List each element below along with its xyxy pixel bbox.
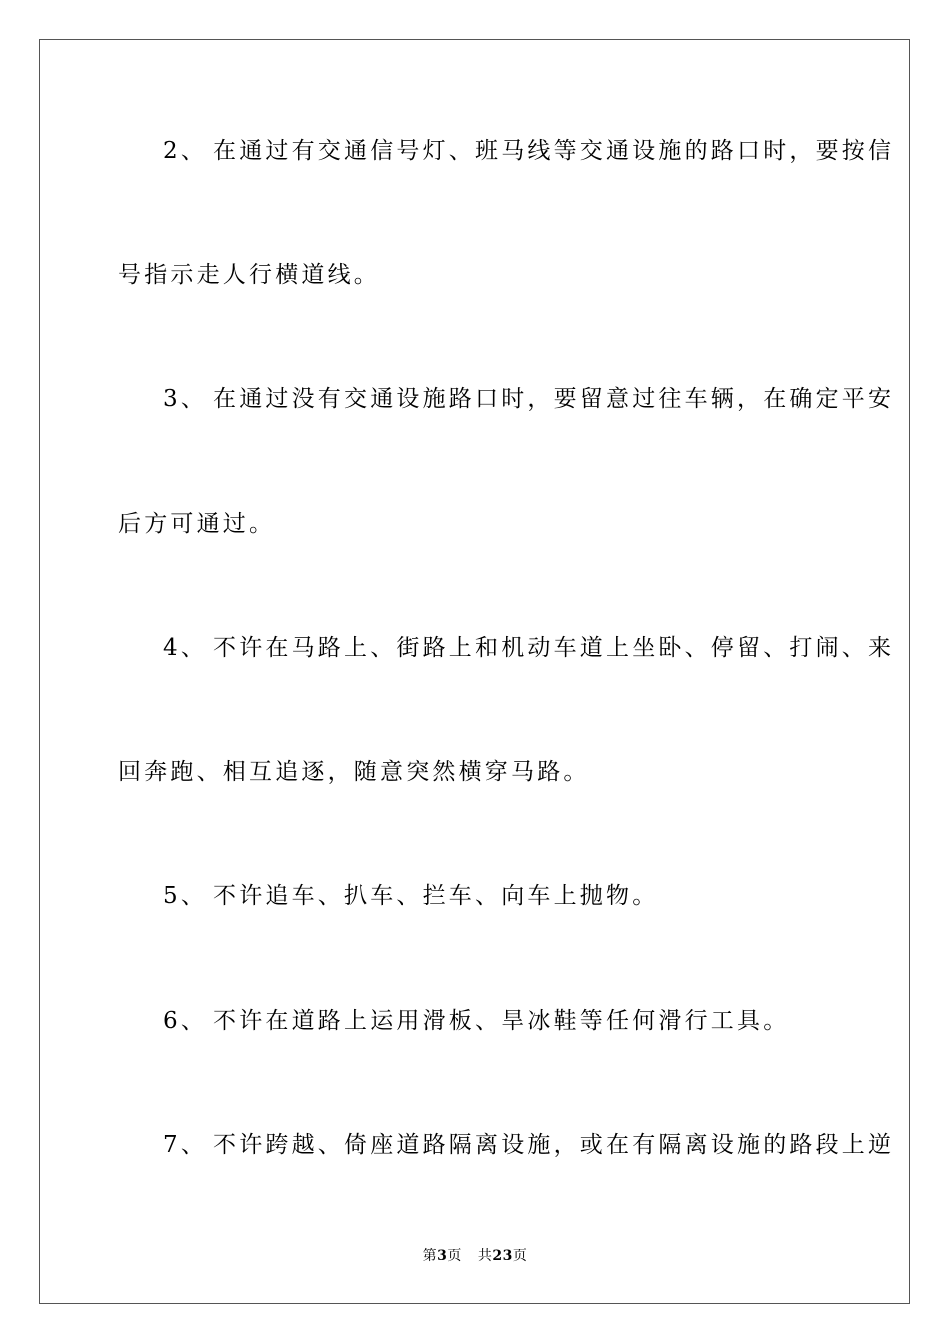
- paragraph-5-text: 不许追车、扒车、拦车、向车上抛物。: [213, 883, 659, 909]
- paragraph-7-number: 7、: [163, 1132, 208, 1158]
- footer-total-suffix: 页: [512, 1248, 528, 1264]
- footer-total-pages: 23: [492, 1248, 513, 1264]
- paragraph-7-line-1: [163, 1130, 895, 1160]
- footer-total-prefix: 共: [477, 1248, 493, 1264]
- paragraph-2-text: 在通过有交通信号灯、班马线等交通设施的路口时，要按信: [213, 138, 895, 164]
- paragraph-4-line-2: 回奔跑、相互追逐，随意突然横穿马路。: [118, 759, 590, 785]
- paragraph-6-number: 6、: [163, 1008, 208, 1034]
- paragraph-2-line-2: 号指示走人行横道线。: [118, 262, 380, 288]
- footer-page-suffix: 页: [447, 1248, 462, 1264]
- page-border: [39, 39, 910, 1304]
- paragraph-3-number: 3、: [163, 386, 208, 412]
- footer-page-number: 3: [437, 1248, 448, 1264]
- paragraph-4-number: 4、: [163, 635, 208, 661]
- paragraph-5-number: 5、: [163, 883, 208, 909]
- paragraph-4-line-1: [163, 633, 895, 663]
- page-footer: [0, 1246, 950, 1266]
- paragraph-7-text: 不许跨越、倚座道路隔离设施，或在有隔离设施的路段上逆: [213, 1132, 895, 1158]
- paragraph-2-number: 2、: [163, 138, 208, 164]
- paragraph-6-text: 不许在道路上运用滑板、旱冰鞋等任何滑行工具。: [213, 1008, 790, 1034]
- paragraph-6-line-1: [163, 1006, 883, 1036]
- paragraph-3-text: 在通过没有交通设施路口时，要留意过往车辆，在确定平安: [213, 386, 895, 412]
- paragraph-2-line-1: [163, 136, 895, 166]
- paragraph-3-line-1: [163, 384, 895, 414]
- paragraph-3-line-2: 后方可通过。: [118, 511, 276, 537]
- footer-page-prefix: 第: [422, 1248, 438, 1264]
- paragraph-5-line-1: [163, 881, 883, 911]
- paragraph-4-text: 不许在马路上、街路上和机动车道上坐卧、停留、打闹、来: [213, 635, 895, 661]
